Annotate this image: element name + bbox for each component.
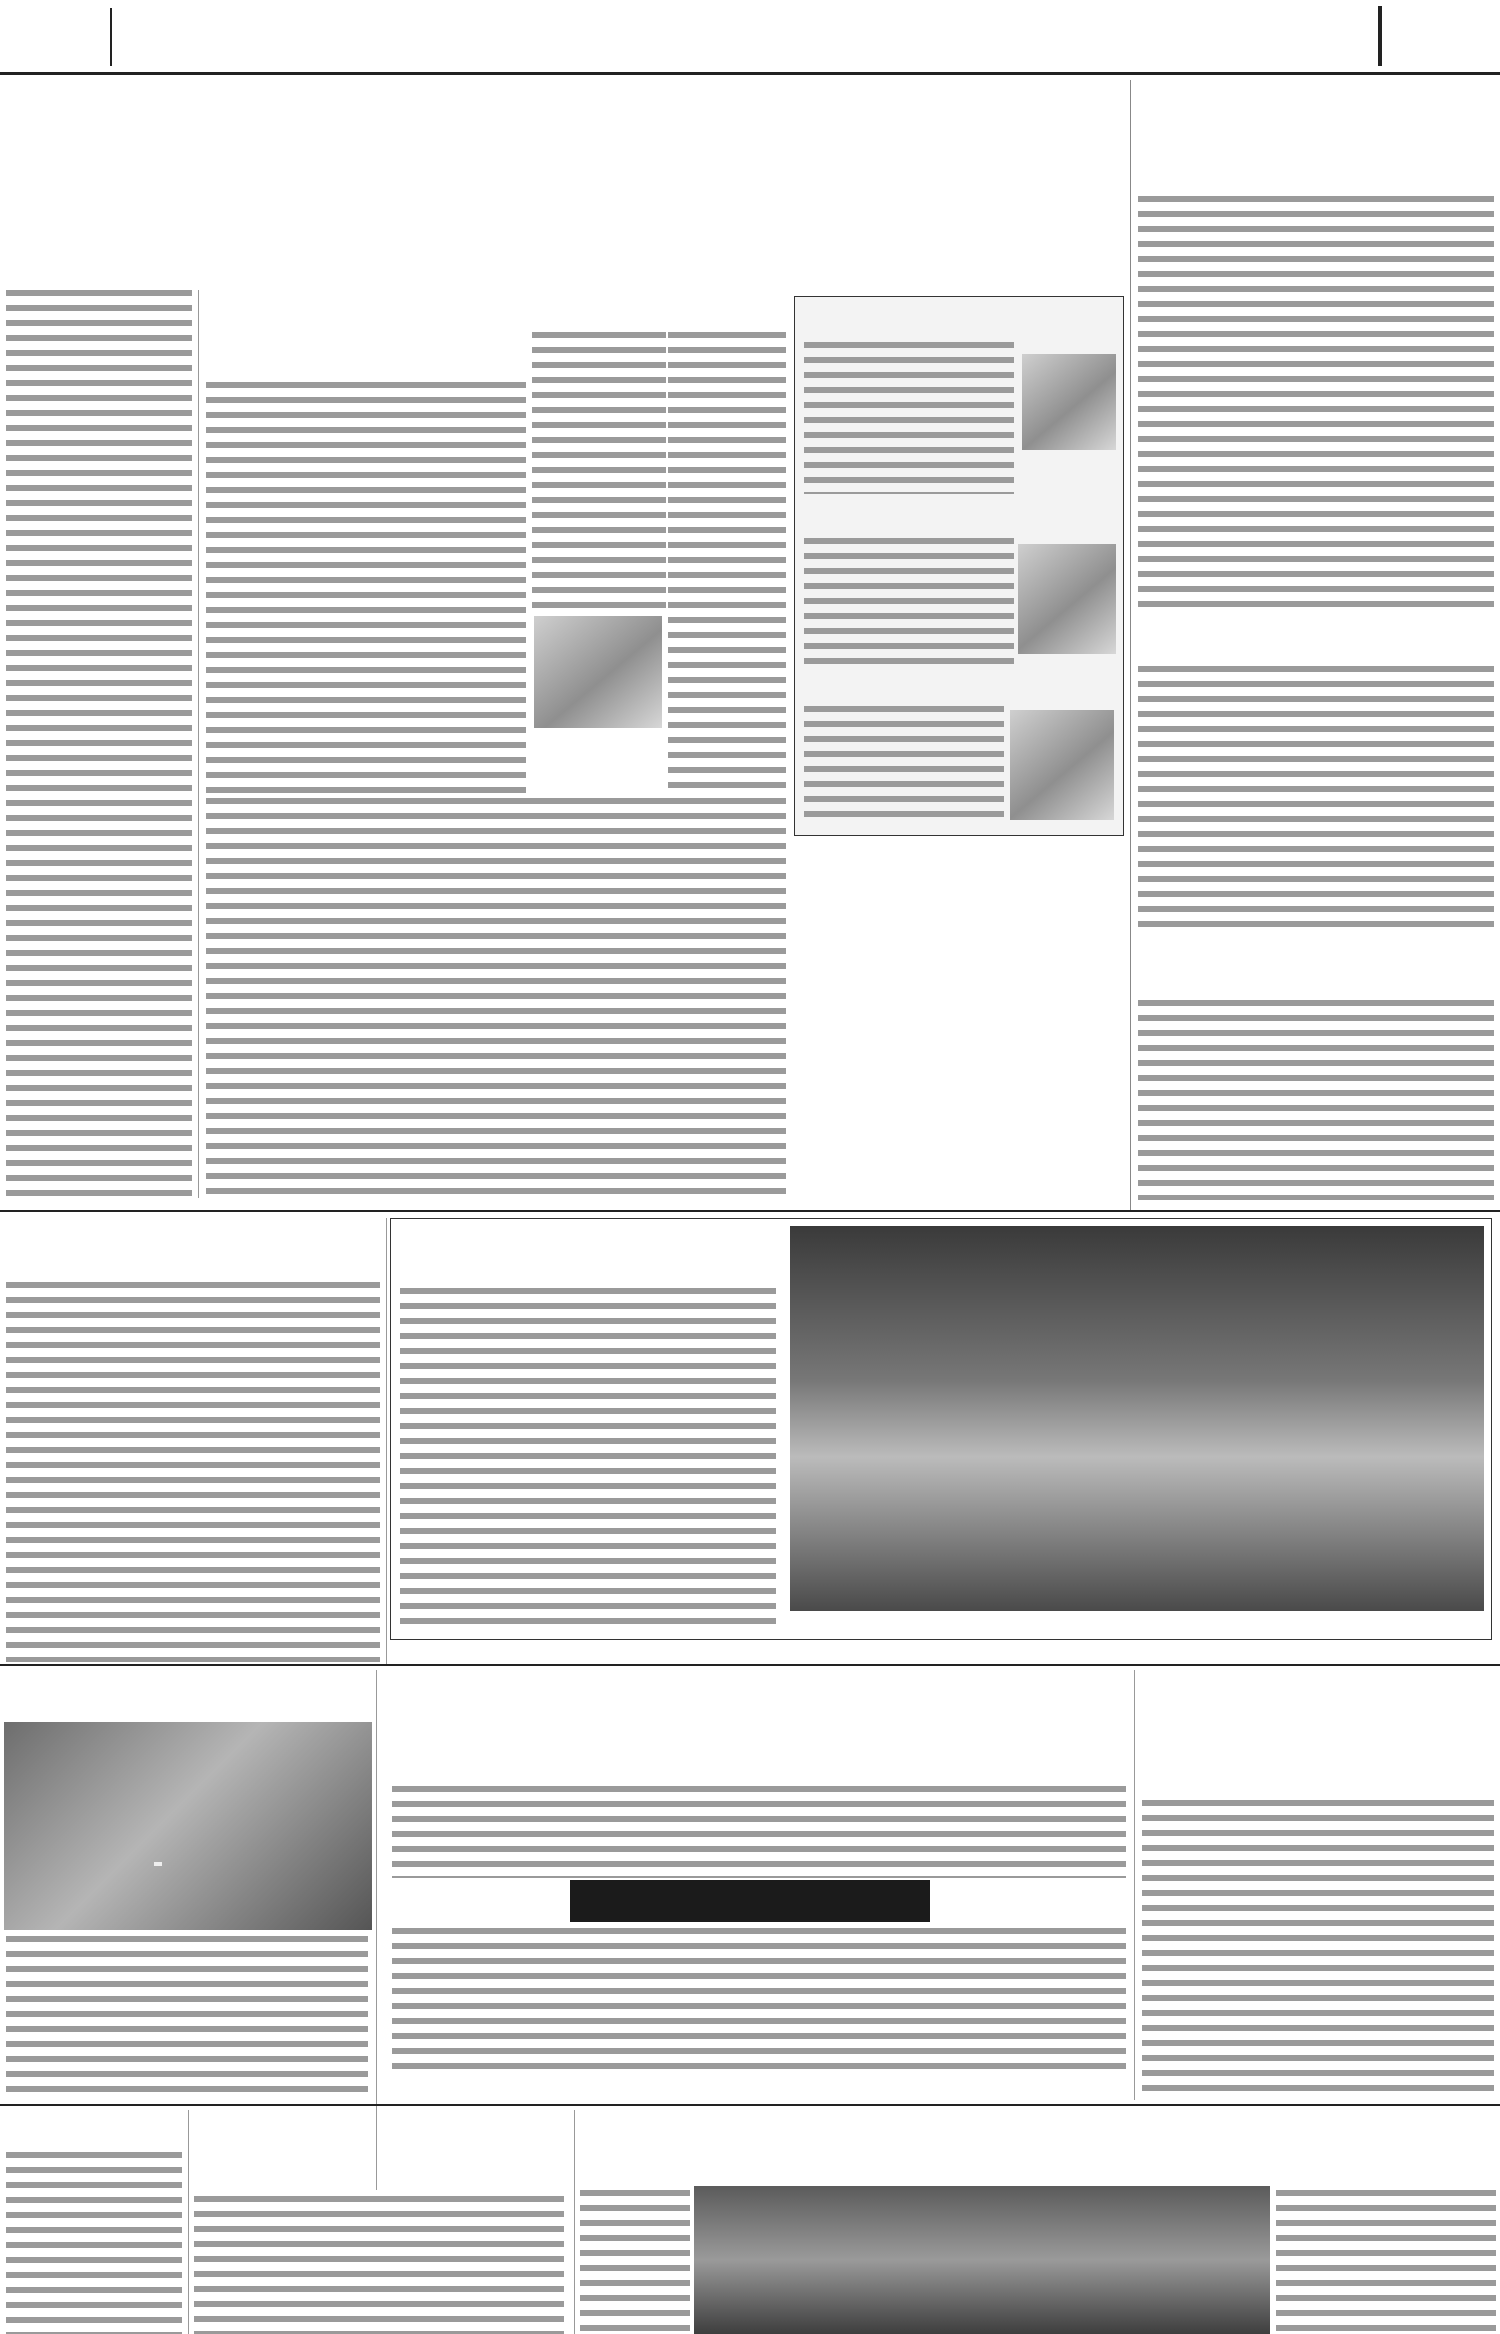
bandhu-headline	[6, 2112, 186, 2152]
rajasar-body	[6, 1282, 380, 1662]
yoga-body	[6, 1936, 368, 2100]
artha-body1	[580, 2190, 690, 2334]
bandhu-body	[6, 2152, 182, 2334]
jagadalpur-headline	[388, 1712, 1128, 1780]
sub1-body	[206, 382, 526, 796]
masthead	[0, 0, 1500, 80]
leader2-photo	[1018, 544, 1116, 654]
yoga-banner-text	[154, 1862, 162, 1866]
lead-body-bottom	[206, 798, 786, 1198]
sub1-col2	[532, 332, 666, 612]
quote1-heading	[794, 306, 1124, 336]
lead-headline	[4, 82, 1122, 282]
jagadalpur-body1	[392, 1786, 1126, 1878]
yoga-headline	[4, 1670, 374, 1720]
nurse-body	[1138, 666, 1494, 936]
quote3-body	[804, 706, 1004, 826]
union-leader-photo	[1022, 354, 1116, 450]
sadhana-body	[400, 1288, 776, 1628]
lead-body-col1	[6, 290, 192, 1198]
leader3-photo	[1010, 710, 1114, 820]
rasta-headline	[192, 2110, 572, 2190]
quote2-heading	[794, 502, 1124, 532]
quote2-body	[804, 538, 1014, 668]
nurse-headline	[1138, 620, 1500, 660]
yoga-photo	[4, 1722, 372, 1930]
woman-photo	[534, 616, 662, 728]
mahanadi-headline	[1140, 934, 1500, 994]
rasta-body	[194, 2196, 564, 2334]
rajasar-headline	[4, 1218, 390, 1278]
sadhana-photo	[790, 1226, 1484, 1611]
jagadalpur-body2	[392, 1928, 1126, 2078]
fear-box	[570, 1880, 930, 1922]
mahanadi-body	[1138, 1000, 1494, 1200]
sub1-col3	[668, 332, 786, 796]
rt-headline	[1136, 84, 1500, 184]
artha-headline	[578, 2112, 1500, 2182]
gita-body	[1142, 1800, 1494, 2096]
sadhana-headline	[398, 1222, 778, 1282]
quote3-heading	[794, 670, 1124, 700]
banner-subhead	[392, 1672, 1128, 1710]
quote1-body	[804, 342, 1014, 494]
artha-body2	[1276, 2190, 1496, 2334]
sub1-headline	[206, 332, 536, 376]
gita-headline	[1140, 1672, 1496, 1790]
rt-body	[1138, 196, 1494, 616]
artha-photo	[694, 2186, 1270, 2334]
